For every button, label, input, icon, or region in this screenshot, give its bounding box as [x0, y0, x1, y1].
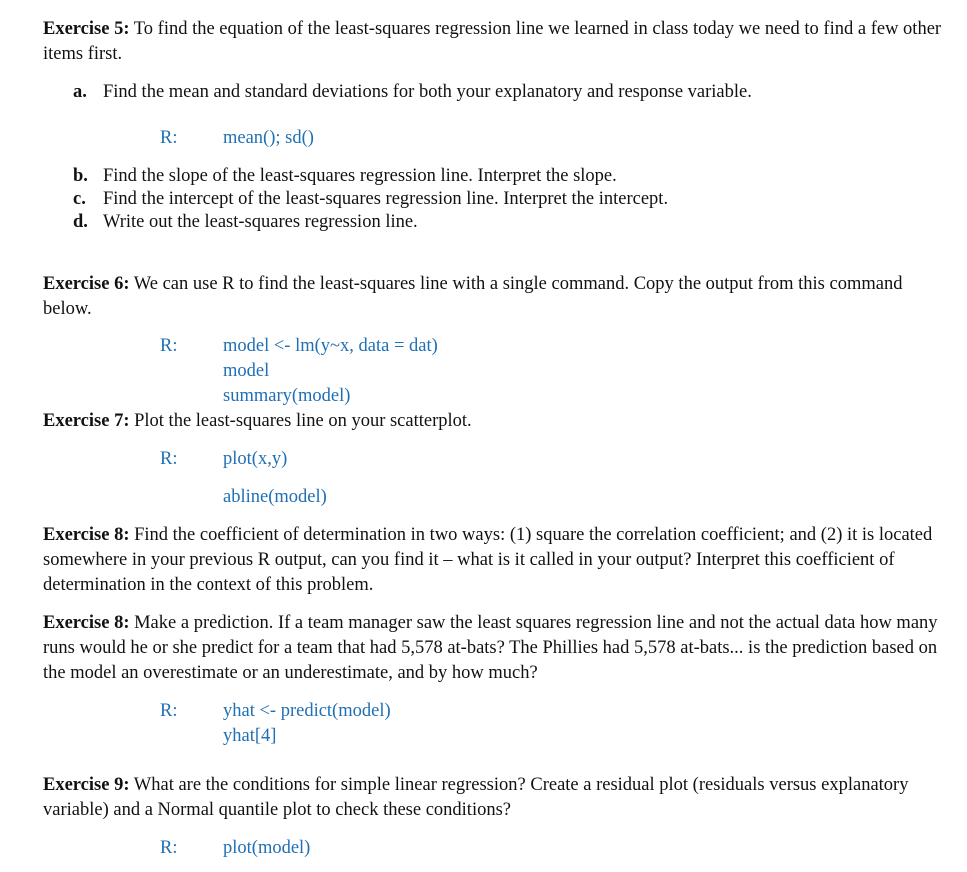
r-label: R: [160, 336, 178, 356]
r-label: R: [160, 449, 178, 469]
code-line: yhat <- predict(model) [223, 701, 391, 721]
exercise-5-item-a: a. Find the mean and standard deviations for both your explanatory and response variable. [73, 82, 752, 102]
exercise-9-prompt [43, 773, 948, 823]
code-line: abline(model) [223, 487, 327, 507]
code-line: model [223, 361, 270, 381]
exercise-5-label: Exercise 5: [43, 19, 130, 39]
r-label: R: [160, 838, 178, 858]
exercise-9-text: What are the conditions for simple linear regression? Create a residual plot (residuals versus explanatory variable) and a Normal quantile plot to check these conditions? [43, 775, 909, 820]
code-line: model <- lm(y~x, data = dat) [223, 336, 438, 356]
exercise-8-coefficient-prompt [43, 523, 948, 598]
exercise-8-prediction-prompt [43, 611, 948, 686]
code-line: plot(model) [223, 838, 311, 858]
exercise-7-label: Exercise 7: [43, 411, 130, 431]
exercise-5-text: To find the equation of the least-squares regression line we learned in class today we need to find a few other items first. [43, 19, 942, 64]
exercise-8-label: Exercise 8: [43, 525, 130, 545]
exercise-7-prompt [43, 409, 948, 434]
exercise-8-label: Exercise 8: [43, 613, 130, 633]
exercise-5-prompt [43, 17, 948, 67]
exercise-8-text: Make a prediction. If a team manager saw the least squares regression line and not the actual data how many runs would he or she predict for a team that had 5,578 at-bats? The Phillies had 5,578 at-bats... is the prediction based on the model an overestimate or an underestimate, and by how much? [43, 613, 938, 683]
exercise-6-label: Exercise 6: [43, 274, 130, 294]
exercise-9-label: Exercise 9: [43, 775, 130, 795]
code-line: summary(model) [223, 386, 351, 406]
exercise-6-text: We can use R to find the least-squares line with a single command. Copy the output from this command below. [43, 274, 903, 319]
code-line: mean(); sd() [223, 128, 314, 148]
code-line: yhat[4] [223, 726, 277, 746]
r-label: R: [160, 701, 178, 721]
exercise-5-item-d: d. Write out the least-squares regression line. [73, 212, 418, 232]
exercise-5-item-b: b. Find the slope of the least-squares regression line. Interpret the slope. [73, 166, 617, 186]
exercise-5-item-c: c. Find the intercept of the least-squares regression line. Interpret the intercept. [73, 189, 669, 209]
r-label: R: [160, 128, 178, 148]
exercise-7-text: Plot the least-squares line on your scatterplot. [129, 411, 472, 431]
exercise-6-prompt [43, 272, 948, 322]
exercise-8-text: Find the coefficient of determination in two ways: (1) square the correlation coefficient; and (2) it is located somewhere in your previous R output, can you find it – what is it called in your output? Interpret this coefficient of determination in the context of this problem. [43, 525, 933, 595]
code-line: plot(x,y) [223, 449, 288, 469]
